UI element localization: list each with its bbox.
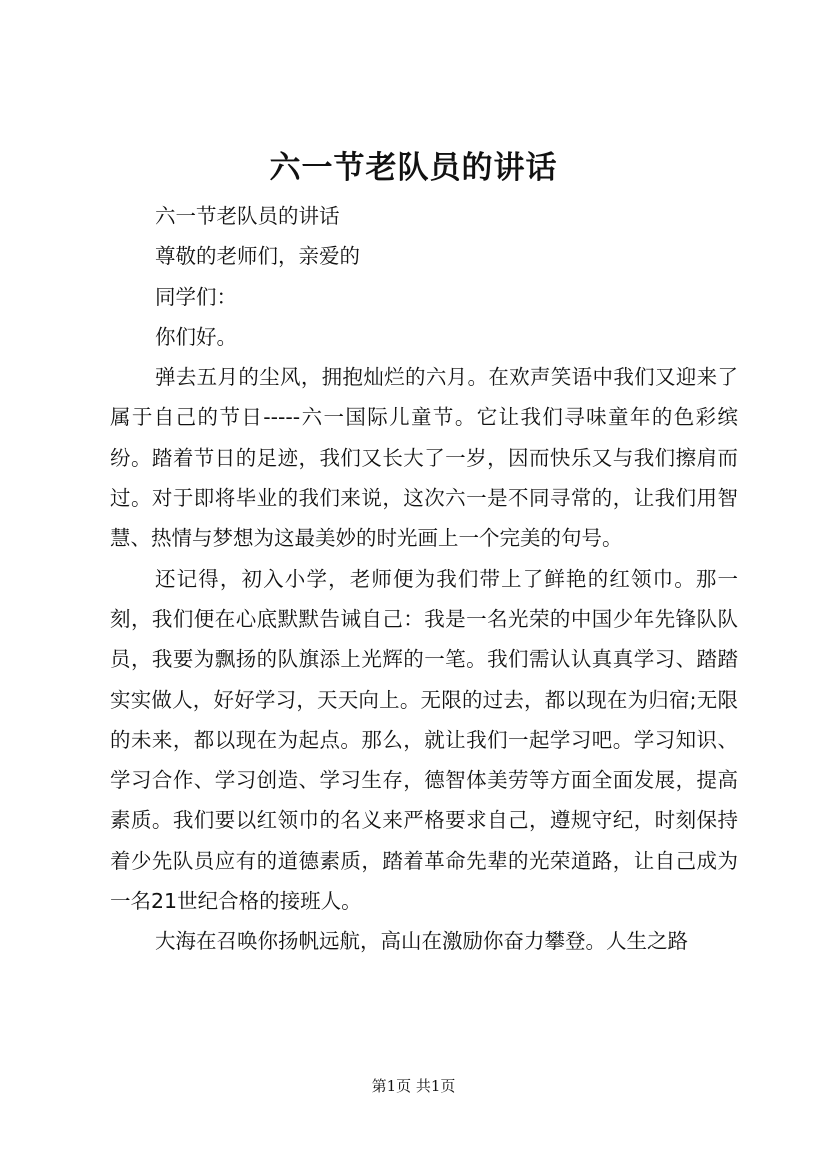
paragraph-body-2: 还记得，初入小学，老师便为我们带上了鲜艳的红领巾。那一刻，我们便在心底默默告诫自己：我是一名光荣的中国少年先锋队队员，我要为飘扬的队旗添上光辉的一笔。我们需认认真真学习、踏踏实实做人，好好学习，天天向上。无限的过去，都以现在为归宿;无限的未来，都以现在为起点。那么，就让我们一起学习吧。学习知识、学习合作、学习创造、学习生存，德智体美劳等方面全面发展，提高素质。我们要以红领巾的名义来严格要求自己，遵规守纪，时刻保持着少先队员应有的道德素质，踏着革命先辈的光荣道路，让自己成为一名21世纪合格的接班人。 (110, 566, 738, 914)
document-title: 六一节老队员的讲话 (269, 150, 558, 186)
paragraph-greeting: 你们好。 (155, 324, 237, 349)
paragraph-body-3: 大海在召唤你扬帆远航，高山在激励你奋力攀登。人生之路 (155, 929, 688, 954)
paragraph-salutation: 尊敬的老师们，亲爱的 (155, 244, 360, 269)
document-body (110, 196, 738, 962)
page-footer: 第1页 共1页 (371, 1077, 456, 1095)
paragraph-heading: 六一节老队员的讲话 (155, 204, 340, 228)
paragraph-salutation-cont: 同学们： (155, 284, 237, 309)
paragraph-body-1: 弹去五月的尘风，拥抱灿烂的六月。在欢声笑语中我们又迎来了属于自己的节日-----六一国际儿童节。它让我们寻味童年的色彩缤纷。踏着节日的足迹，我们又长大了一岁，因而快乐又与我们擦肩而过。对于即将毕业的我们来说，这次六一是不同寻常的，让我们用智慧、热情与梦想为这最美妙的时光画上一个完美的句号。 (110, 365, 738, 551)
